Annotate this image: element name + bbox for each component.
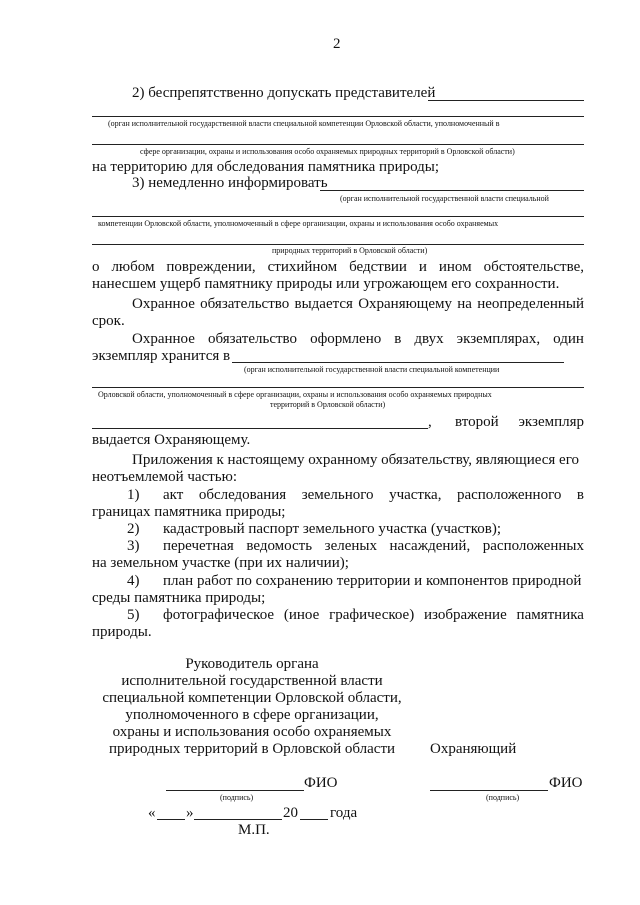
signature-line (430, 790, 548, 791)
copies-line-1: Охранное обязательство оформлено в двух экземплярах, один (132, 331, 584, 347)
list-item-number: 2) (127, 521, 140, 537)
date-year-suffix: года (330, 805, 358, 821)
date-close-quote: » (186, 805, 194, 821)
fill-line (92, 216, 584, 217)
head-title-line: Руководитель органа (185, 656, 319, 672)
date-year-line (300, 819, 328, 820)
issued-line-1: Охранное обязательство выдается Охраняющему на неопределенный (132, 296, 584, 312)
footnote-organ: территорий в Орловской области) (270, 400, 386, 409)
list-item: план работ по сохранению территории и компонентов природной (163, 573, 582, 589)
guardian-label: Охраняющий (430, 741, 517, 757)
fill-line (92, 144, 584, 145)
date-month-line (194, 819, 282, 820)
second-copy-line-1: второй экземпляр (455, 414, 584, 430)
fill-line (320, 190, 584, 191)
list-item-continuation: на земельном участке (при их наличии); (92, 555, 349, 571)
item-2-text: 2) беспрепятственно допускать представителей (132, 85, 436, 101)
signature-caption: (подпись) (220, 793, 254, 802)
fill-line (92, 428, 428, 429)
footnote-organ: природных территорий в Орловской области) (272, 246, 428, 255)
fill-line (92, 387, 584, 388)
fill-line (428, 100, 584, 101)
list-item-continuation: границах памятника природы; (92, 504, 286, 520)
footnote-organ: (орган исполнительной государственной власти специальной компетенции (244, 365, 500, 374)
date-open-quote: « (148, 805, 156, 821)
second-copy-line-2: выдается Охраняющему. (92, 432, 251, 448)
footnote-organ: сфере организации, охраны и использования особо охраняемых природных территорий в Орловской области) (140, 147, 515, 156)
list-item: перечетная ведомость зеленых насаждений, расположенных (163, 538, 584, 554)
territory-text: на территорию для обследования памятника природы; (92, 159, 440, 175)
page-number: 2 (333, 36, 341, 52)
list-item-number: 5) (127, 607, 140, 623)
list-item-continuation: среды памятника природы; (92, 590, 266, 606)
date-day-line (157, 819, 185, 820)
head-title-line: уполномоченного в сфере организации, (125, 707, 379, 723)
head-title-line: специальной компетенции Орловской области, (102, 690, 402, 706)
attachments-intro-1: Приложения к настоящему охранному обязательству, являющиеся его (132, 452, 579, 468)
copies-line-2: экземпляр хранится в (92, 348, 231, 364)
issued-line-2: срок. (92, 313, 125, 329)
date-year-prefix: 20 (283, 805, 298, 821)
item-3-text: 3) немедленно информировать (132, 175, 328, 191)
comma: , (428, 414, 432, 430)
footnote-organ: (орган исполнительной государственной власти специальной компетенции Орловской области, уполномоченный в (108, 119, 500, 128)
attachments-intro-2: неотъемлемой частью: (92, 469, 237, 485)
head-title-line: охраны и использования особо охраняемых (112, 724, 392, 740)
list-item-number: 3) (127, 538, 140, 554)
signature-line (166, 790, 304, 791)
damage-line-1: о любом повреждении, стихийном бедствии и ином обстоятельстве, (92, 259, 584, 275)
list-item-number: 4) (127, 573, 140, 589)
fill-line (232, 362, 564, 363)
fio-label: ФИО (549, 775, 583, 791)
footnote-organ: (орган исполнительной государственной власти специальной (340, 194, 549, 203)
signature-caption: (подпись) (486, 793, 520, 802)
footnote-organ: Орловской области, уполномоченный в сфере организации, охраны и использования особо охраняемых природных (98, 390, 492, 399)
damage-line-2: нанесшем ущерб памятнику природы или угрожающем его сохранности. (92, 276, 560, 292)
list-item: кадастровый паспорт земельного участка (участков); (163, 521, 501, 537)
fill-line (92, 116, 584, 117)
list-item: фотографическое (иное графическое) изображение памятника (163, 607, 584, 623)
fio-label: ФИО (304, 775, 338, 791)
head-title-line: исполнительной государственной власти (121, 673, 383, 689)
footnote-organ: компетенции Орловской области, уполномоченный в сфере организации, охраны и использования особо охраняемых (98, 219, 499, 228)
head-title-line: природных территорий в Орловской области (108, 741, 396, 757)
list-item: акт обследования земельного участка, расположенного в (163, 487, 584, 503)
seal-label: М.П. (238, 822, 270, 838)
fill-line (92, 244, 584, 245)
list-item-continuation: природы. (92, 624, 152, 640)
list-item-number: 1) (127, 487, 140, 503)
